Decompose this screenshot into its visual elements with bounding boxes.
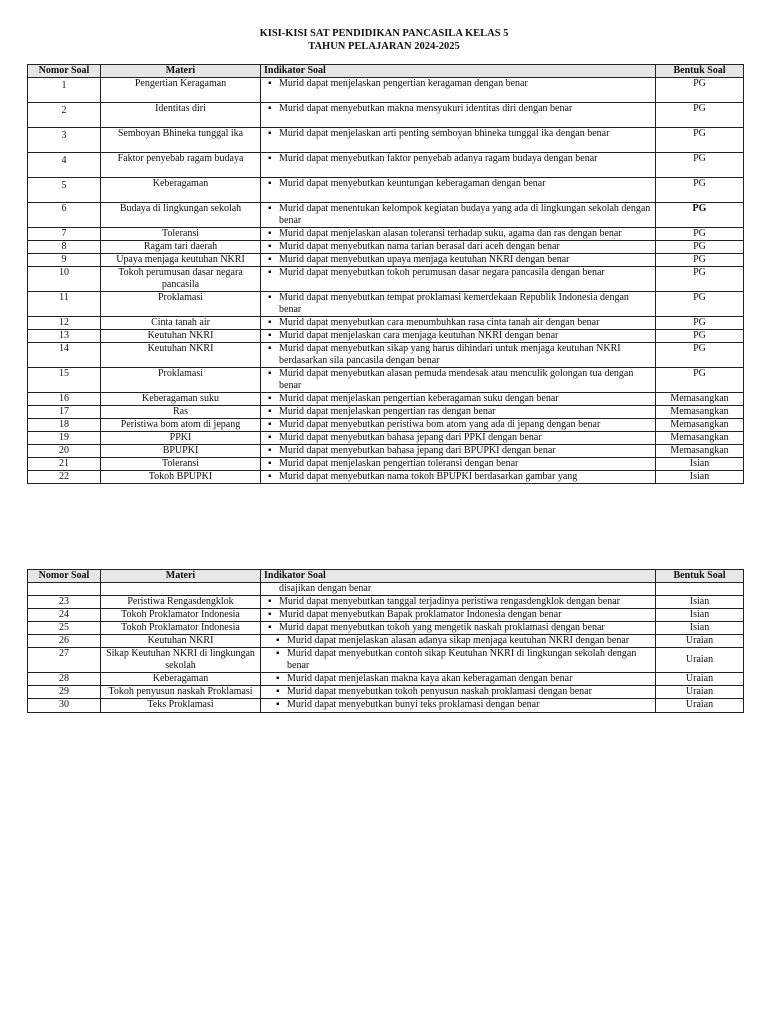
cell-bentuk-soal: PG	[656, 368, 744, 393]
cell-materi: Peristiwa Rengasdengklok	[101, 596, 261, 609]
cell-bentuk-soal: Isian	[656, 471, 744, 484]
table-1-body	[28, 78, 744, 484]
cell-indikator-soal	[261, 686, 656, 699]
cell-nomor-soal: 30	[28, 699, 101, 713]
bullet-icon: ▪	[268, 609, 272, 620]
cell-nomor-soal: 17	[28, 406, 101, 419]
cell-indikator-soal	[261, 343, 656, 368]
cell-materi: Keutuhan NKRI	[101, 330, 261, 343]
bullet-icon: ▪	[268, 153, 272, 164]
header-materi: Materi	[101, 65, 261, 78]
cell-nomor-soal: 9	[28, 254, 101, 267]
bullet-icon: ▪	[268, 622, 272, 633]
cell-bentuk-soal: PG	[656, 254, 744, 267]
cell-indikator-soal	[261, 419, 656, 432]
cell-bentuk-soal: Memasangkan	[656, 406, 744, 419]
cell-indikator-soal	[261, 432, 656, 445]
indikator-text: Murid dapat menjelaskan arti penting semboyan bhineka tunggal ika dengan benar	[279, 128, 610, 139]
bullet-icon: ▪	[268, 471, 272, 482]
bullet-icon: ▪	[268, 368, 272, 379]
cell-indikator-soal	[261, 622, 656, 635]
cell-materi: Keutuhan NKRI	[101, 635, 261, 648]
header-nomor-soal: Nomor Soal	[28, 570, 101, 583]
cell-indikator-soal	[261, 699, 656, 713]
table-row	[28, 343, 744, 368]
cell-indikator-soal	[261, 406, 656, 419]
table-row	[28, 622, 744, 635]
table-row	[28, 241, 744, 254]
cell-bentuk-soal: Memasangkan	[656, 393, 744, 406]
cell-nomor-soal: 8	[28, 241, 101, 254]
cell-bentuk-soal: PG	[656, 78, 744, 103]
cell-materi: Tokoh penyusun naskah Proklamasi	[101, 686, 261, 699]
cell-bentuk-soal: PG	[656, 343, 744, 368]
indikator-text: Murid dapat menjelaskan pengertian toleransi dengan benar	[279, 458, 519, 469]
indikator-text: Murid dapat menyebutkan bunyi teks proklamasi dengan benar	[287, 699, 540, 710]
cell-materi: Semboyan Bhineka tunggal ika	[101, 128, 261, 153]
bullet-icon: ▪	[268, 128, 272, 139]
cell-materi: Identitas diri	[101, 103, 261, 128]
cell-materi: Tokoh BPUPKI	[101, 471, 261, 484]
header-indikator-soal: Indikator Soal	[261, 570, 656, 583]
bullet-icon: ▪	[268, 292, 272, 303]
table-row-continuation	[28, 583, 744, 596]
cell-indikator-soal	[261, 267, 656, 292]
table-header-row	[28, 65, 744, 78]
indikator-text: Murid dapat menyebutkan nama tokoh BPUPKI berdasarkan gambar yang	[279, 471, 578, 482]
cell-materi: Keberagaman	[101, 673, 261, 686]
table-row	[28, 267, 744, 292]
cell-nomor-soal: 11	[28, 292, 101, 317]
continuation-text: disajikan dengan benar	[279, 583, 372, 594]
cell-bentuk-soal: Uraian	[656, 635, 744, 648]
cell-materi: Upaya menjaga keutuhan NKRI	[101, 254, 261, 267]
indikator-text: Murid dapat menjelaskan makna kaya akan keberagaman dengan benar	[287, 673, 573, 684]
cell-indikator-soal	[261, 254, 656, 267]
header-bentuk-soal: Bentuk Soal	[656, 570, 744, 583]
cell-nomor-soal: 20	[28, 445, 101, 458]
table-row	[28, 458, 744, 471]
document-title: KISI-KISI SAT PENDIDIKAN PANCASILA KELAS 5	[259, 28, 509, 39]
cell-materi: Peristiwa bom atom di jepang	[101, 419, 261, 432]
cell-indikator-soal	[261, 78, 656, 103]
table-row	[28, 432, 744, 445]
cell-nomor-soal: 28	[28, 673, 101, 686]
cell-materi: Faktor penyebab ragam budaya	[101, 153, 261, 178]
cell-indikator-soal	[261, 648, 656, 673]
bullet-icon: ▪	[268, 445, 272, 456]
cell-bentuk-soal: Uraian	[656, 673, 744, 686]
cell-materi: Keberagaman	[101, 178, 261, 203]
table-row	[28, 393, 744, 406]
cell-bentuk	[656, 583, 744, 596]
cell-nomor-soal: 5	[28, 178, 101, 203]
cell-nomor-soal: 27	[28, 648, 101, 673]
table-row	[28, 406, 744, 419]
indikator-text: Murid dapat menentukan kelompok kegiatan budaya yang ada di lingkungan sekolah dengan benar	[279, 203, 651, 226]
cell-bentuk-soal: Isian	[656, 609, 744, 622]
cell-bentuk-soal: Uraian	[656, 699, 744, 713]
bullet-icon: ▪	[268, 419, 272, 430]
cell-nomor-soal: 1	[28, 78, 101, 103]
header-bentuk-soal: Bentuk Soal	[656, 65, 744, 78]
cell-bentuk-soal: Isian	[656, 596, 744, 609]
cell-bentuk-soal: PG	[656, 128, 744, 153]
bullet-icon: ▪	[268, 241, 272, 252]
cell-indikator-soal	[261, 128, 656, 153]
indikator-text: Murid dapat menyebutkan tanggal terjadinya peristiwa rengasdengklok dengan benar	[279, 596, 620, 607]
indikator-text: Murid dapat menyebutkan makna mensyukuri identitas diri dengan benar	[279, 103, 573, 114]
cell-materi: Tokoh Proklamator Indonesia	[101, 609, 261, 622]
bullet-icon: ▪	[268, 203, 272, 214]
cell-bentuk-soal: PG	[656, 228, 744, 241]
cell-nomor-soal: 2	[28, 103, 101, 128]
kisi-table-1	[27, 64, 744, 484]
cell-indikator-soal	[261, 393, 656, 406]
cell-bentuk-soal: Uraian	[656, 686, 744, 699]
table-2-body	[28, 583, 744, 713]
bullet-icon: ▪	[268, 458, 272, 469]
cell-nomor-soal: 4	[28, 153, 101, 178]
bullet-icon: ▪	[268, 330, 272, 341]
table-row	[28, 178, 744, 203]
cell-materi: Tokoh perumusan dasar negara pancasila	[101, 267, 261, 292]
cell-nomor-soal: 18	[28, 419, 101, 432]
indikator-text: Murid dapat menyebutkan tokoh penyusun naskah proklamasi dengan benar	[287, 686, 592, 697]
bullet-icon: ▪	[268, 596, 272, 607]
cell-nomor-soal: 10	[28, 267, 101, 292]
cell-materi	[101, 583, 261, 596]
table-row	[28, 128, 744, 153]
cell-nomor-soal: 6	[28, 203, 101, 228]
table-row	[28, 686, 744, 699]
cell-bentuk-soal: Memasangkan	[656, 419, 744, 432]
bullet-icon: ▪	[276, 673, 280, 684]
cell-materi: Toleransi	[101, 458, 261, 471]
cell-nomor-soal: 23	[28, 596, 101, 609]
cell-nomor-soal: 19	[28, 432, 101, 445]
bullet-icon: ▪	[268, 103, 272, 114]
table-row	[28, 471, 744, 484]
table-row	[28, 596, 744, 609]
cell-materi: BPUPKI	[101, 445, 261, 458]
indikator-text: Murid dapat menyebutkan tokoh yang mengetik naskah proklamasi dengan benar	[279, 622, 605, 633]
cell-indikator-soal	[261, 103, 656, 128]
indikator-text: Murid dapat menyebutkan peristiwa bom atom yang ada di jepang dengan benar	[279, 419, 601, 430]
header-nomor-soal: Nomor Soal	[28, 65, 101, 78]
indikator-text: Murid dapat menjelaskan alasan adanya sikap menjaga keutuhan NKRI dengan benar	[287, 635, 630, 646]
cell-bentuk-soal: Isian	[656, 458, 744, 471]
cell-indikator-soal	[261, 203, 656, 228]
bullet-icon: ▪	[276, 699, 280, 710]
cell-nomor-soal: 16	[28, 393, 101, 406]
cell-materi: Pengertian Keragaman	[101, 78, 261, 103]
cell-nomor-soal: 3	[28, 128, 101, 153]
bullet-icon: ▪	[268, 78, 272, 89]
cell-materi: Budaya di lingkungan sekolah	[101, 203, 261, 228]
cell-materi: Sikap Keutuhan NKRI di lingkungan sekolah	[101, 648, 261, 673]
cell-materi: Keutuhan NKRI	[101, 343, 261, 368]
cell-indikator-soal	[261, 317, 656, 330]
bullet-icon: ▪	[268, 178, 272, 189]
cell-bentuk-soal: PG	[656, 241, 744, 254]
cell-bentuk-soal: Memasangkan	[656, 432, 744, 445]
header-indikator-soal: Indikator Soal	[261, 65, 656, 78]
indikator-text: Murid dapat menyebutkan Bapak proklamator Indonesia dengan benar	[279, 609, 562, 620]
cell-nomor-soal: 14	[28, 343, 101, 368]
table-row	[28, 368, 744, 393]
table-row	[28, 103, 744, 128]
cell-indikator-soal	[261, 292, 656, 317]
indikator-text: Murid dapat menyebutkan sikap yang harus dihindari untuk menjaga keutuhan NKRI berdasarkan sila pancasila dengan benar	[279, 343, 621, 366]
indikator-text: Murid dapat menyebutkan keuntungan keberagaman dengan benar	[279, 178, 546, 189]
table-row	[28, 228, 744, 241]
cell-bentuk-soal: PG	[656, 178, 744, 203]
cell-nomor-soal: 13	[28, 330, 101, 343]
cell-nomor	[28, 583, 101, 596]
bullet-icon: ▪	[268, 267, 272, 278]
indikator-text: Murid dapat menjelaskan pengertian keragaman dengan benar	[279, 78, 528, 89]
table-row	[28, 330, 744, 343]
cell-bentuk-soal: Memasangkan	[656, 445, 744, 458]
cell-indikator-soal	[261, 368, 656, 393]
cell-indikator-soal	[261, 471, 656, 484]
header-materi: Materi	[101, 570, 261, 583]
indikator-text: Murid dapat menyebutkan contoh sikap Keutuhan NKRI di lingkungan sekolah dengan benar	[287, 648, 637, 671]
table-row	[28, 445, 744, 458]
bullet-icon: ▪	[268, 393, 272, 404]
indikator-text: Murid dapat menjelaskan pengertian keberagaman suku dengan benar	[279, 393, 559, 404]
table-row	[28, 203, 744, 228]
kisi-table-2	[27, 569, 744, 713]
indikator-text: Murid dapat menjelaskan pengertian ras dengan benar	[279, 406, 496, 417]
cell-bentuk-soal: Uraian	[656, 648, 744, 673]
table-row	[28, 317, 744, 330]
cell-indikator-soal	[261, 445, 656, 458]
cell-bentuk-soal: PG	[656, 292, 744, 317]
bullet-icon: ▪	[276, 648, 280, 659]
cell-bentuk-soal: PG	[656, 103, 744, 128]
cell-nomor-soal: 21	[28, 458, 101, 471]
cell-indikator-continuation	[261, 583, 656, 596]
bullet-icon: ▪	[268, 343, 272, 354]
cell-indikator-soal	[261, 330, 656, 343]
table-row	[28, 153, 744, 178]
indikator-text: Murid dapat menjelaskan cara menjaga keutuhan NKRI dengan benar	[279, 330, 559, 341]
table-row	[28, 609, 744, 622]
indikator-text: Murid dapat menyebutkan cara menumbuhkan rasa cinta tanah air dengan benar	[279, 317, 600, 328]
table-row	[28, 254, 744, 267]
cell-materi: Tokoh Proklamator Indonesia	[101, 622, 261, 635]
cell-indikator-soal	[261, 609, 656, 622]
bullet-icon: ▪	[268, 432, 272, 443]
bullet-icon: ▪	[268, 228, 272, 239]
table-row	[28, 648, 744, 673]
cell-nomor-soal: 26	[28, 635, 101, 648]
cell-bentuk-soal: PG	[656, 317, 744, 330]
bullet-icon: ▪	[276, 635, 280, 646]
cell-nomor-soal: 25	[28, 622, 101, 635]
cell-materi: PPKI	[101, 432, 261, 445]
bullet-icon: ▪	[268, 254, 272, 265]
cell-nomor-soal: 12	[28, 317, 101, 330]
indikator-text: Murid dapat menyebutkan tempat proklamasi kemerdekaan Republik Indonesia dengan benar	[279, 292, 629, 315]
cell-indikator-soal	[261, 228, 656, 241]
table-row	[28, 673, 744, 686]
cell-nomor-soal: 29	[28, 686, 101, 699]
cell-nomor-soal: 24	[28, 609, 101, 622]
cell-indikator-soal	[261, 458, 656, 471]
cell-materi: Proklamasi	[101, 292, 261, 317]
indikator-text: Murid dapat menjelaskan alasan toleransi terhadap suku, agama dan ras dengan benar	[279, 228, 622, 239]
cell-indikator-soal	[261, 596, 656, 609]
cell-materi: Ras	[101, 406, 261, 419]
bullet-icon: ▪	[268, 406, 272, 417]
cell-indikator-soal	[261, 635, 656, 648]
cell-indikator-soal	[261, 673, 656, 686]
document-subtitle: TAHUN PELAJARAN 2024-2025	[308, 41, 460, 52]
indikator-text: Murid dapat menyebutkan bahasa jepang dari BPUPKI dengan benar	[279, 445, 556, 456]
cell-bentuk-soal: PG	[656, 330, 744, 343]
indikator-text: Murid dapat menyebutkan alasan pemuda mendesak atau menculik golongan tua dengan benar	[279, 368, 634, 391]
cell-materi: Keberagaman suku	[101, 393, 261, 406]
cell-indikator-soal	[261, 153, 656, 178]
cell-materi: Cinta tanah air	[101, 317, 261, 330]
bullet-icon: ▪	[276, 686, 280, 697]
cell-nomor-soal: 15	[28, 368, 101, 393]
cell-materi: Ragam tari daerah	[101, 241, 261, 254]
indikator-text: Murid dapat menyebutkan bahasa jepang dari PPKI dengan benar	[279, 432, 542, 443]
table-header-row	[28, 570, 744, 583]
cell-indikator-soal	[261, 241, 656, 254]
indikator-text: Murid dapat menyebutkan upaya menjaga keutuhan NKRI dengan benar	[279, 254, 570, 265]
table-row	[28, 292, 744, 317]
table-row	[28, 419, 744, 432]
indikator-text: Murid dapat menyebutkan faktor penyebab adanya ragam budaya dengan benar	[279, 153, 598, 164]
cell-indikator-soal	[261, 178, 656, 203]
table-row	[28, 699, 744, 713]
cell-bentuk-soal: PG	[656, 153, 744, 178]
bullet-icon: ▪	[268, 317, 272, 328]
table-row	[28, 78, 744, 103]
cell-materi: Proklamasi	[101, 368, 261, 393]
cell-nomor-soal: 22	[28, 471, 101, 484]
cell-bentuk-soal: PG	[656, 203, 744, 228]
cell-bentuk-soal: PG	[656, 267, 744, 292]
table-row	[28, 635, 744, 648]
cell-materi: Teks Proklamasi	[101, 699, 261, 713]
cell-materi: Toleransi	[101, 228, 261, 241]
cell-nomor-soal: 7	[28, 228, 101, 241]
indikator-text: Murid dapat menyebutkan tokoh perumusan dasar negara pancasila dengan benar	[279, 267, 605, 278]
indikator-text: Murid dapat menyebutkan nama tarian berasal dari aceh dengan benar	[279, 241, 560, 252]
cell-bentuk-soal: Isian	[656, 622, 744, 635]
